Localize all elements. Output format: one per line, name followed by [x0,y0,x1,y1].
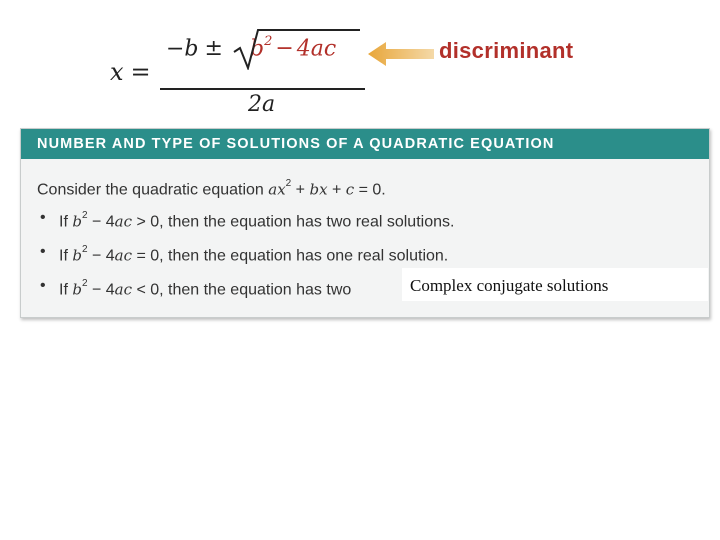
radicand-4ac: 4ac [296,36,337,62]
intro-suffix: = 0. [354,181,386,199]
formula-denominator: 2a [248,92,276,117]
bullet-dot-icon: • [40,209,46,226]
bullet-minus: − 4 [87,213,115,231]
bullet-if: If [59,281,73,299]
formula-plus-minus: ± [204,36,223,62]
complex-solutions-overlay: Complex conjugate solutions [402,268,708,301]
intro-ax: ax [268,180,286,199]
bullet-exp: 2 [81,278,88,289]
radicand-minus: − [275,36,294,62]
bullet-rest: = 0, then the equation has one real solution. [132,247,449,265]
bullet-if: If [59,213,73,231]
panel-header: NUMBER AND TYPE OF SOLUTIONS OF A QUADRATIC EQUATION [21,129,709,159]
formula-equals: = [130,58,152,86]
bullet-rest: < 0, then the equation has two [132,281,352,299]
bullet-b: b [72,280,82,299]
fraction-bar [160,88,365,90]
discriminant-label: discriminant [439,38,574,63]
bullet-one-real [37,235,709,269]
radicand-exp: 2 [264,34,273,49]
bullet-exp: 2 [81,210,88,221]
bullet-exp: 2 [81,244,88,255]
formula-lhs [110,58,152,86]
bullet-b: b [72,212,82,231]
intro-plus-2: + [327,181,346,199]
radicand-b: b [249,36,265,62]
bullet-minus: − 4 [87,281,115,299]
intro-c: c [345,180,355,199]
intro-exp: 2 [285,178,292,189]
arrow-left-icon [368,40,436,68]
intro-plus-1: + [291,181,310,199]
bullet-two-real [37,201,709,235]
intro-prefix: Consider the quadratic equation [37,181,269,199]
bullet-ac: ac [114,246,132,265]
quadratic-formula [106,22,376,117]
formula-x: x [110,58,125,86]
radical-sign-icon [232,26,362,70]
formula-neg-b: −b [166,36,199,62]
bullet-dot-icon: • [40,277,46,294]
bullet-ac: ac [114,212,132,231]
bullet-if: If [59,247,73,265]
bullet-dot-icon: • [40,243,46,260]
intro-line [37,171,709,201]
bullet-ac: ac [114,280,132,299]
bullet-b: b [72,246,82,265]
intro-bx: bx [309,180,328,199]
bullet-minus: − 4 [87,247,115,265]
bullet-rest: > 0, then the equation has two real solutions. [132,213,455,231]
